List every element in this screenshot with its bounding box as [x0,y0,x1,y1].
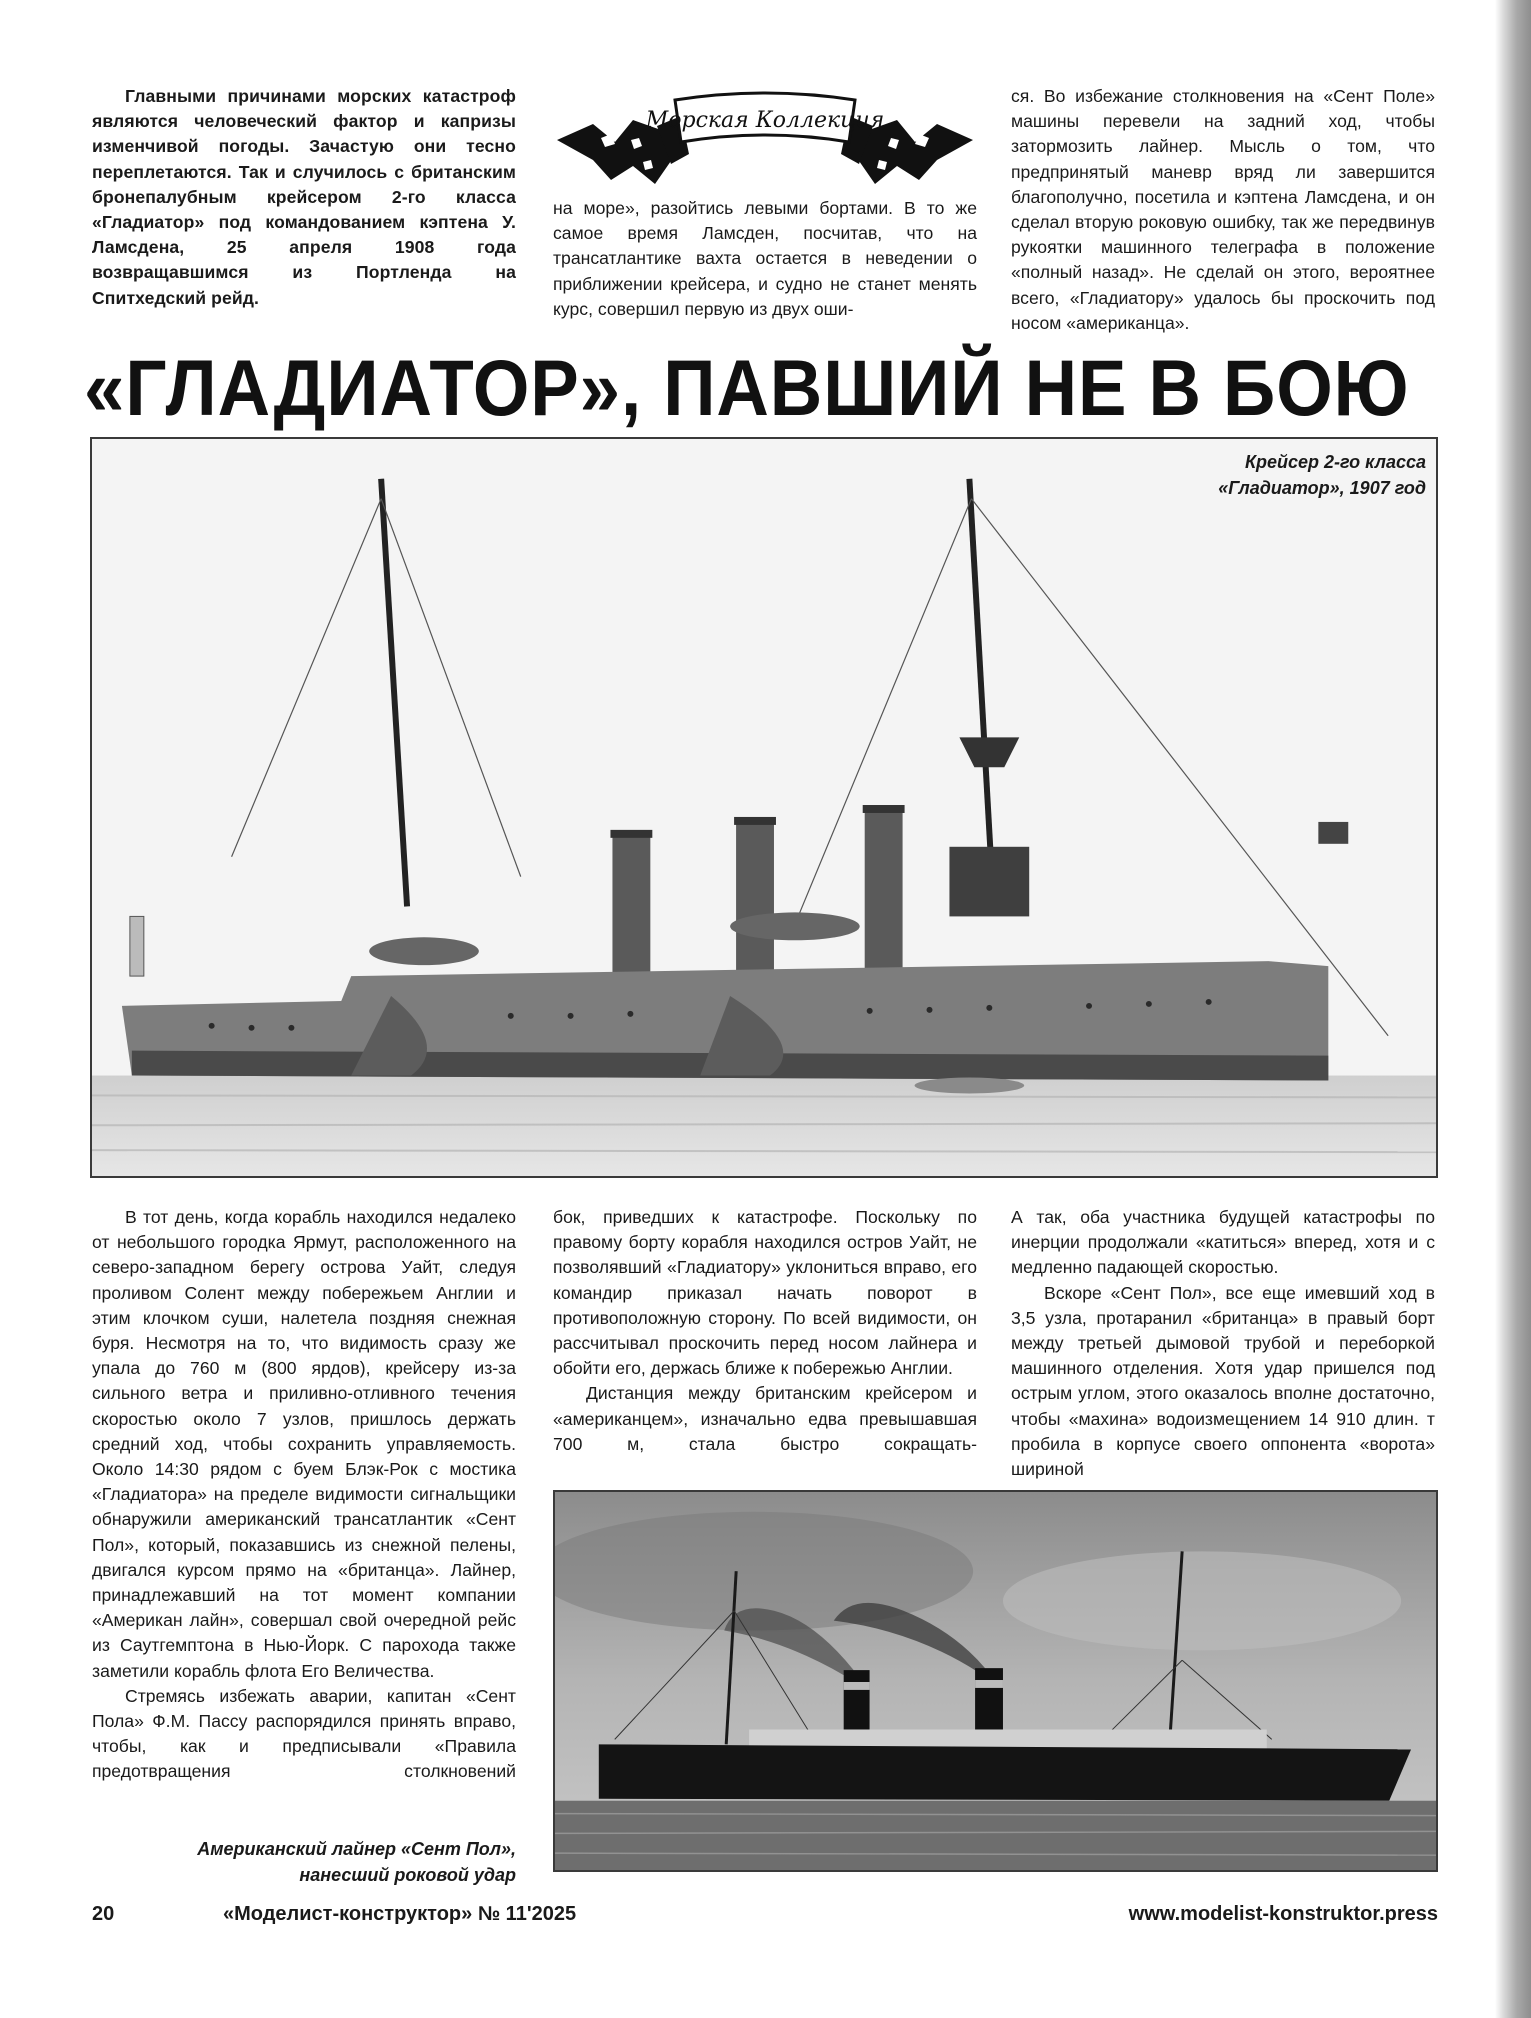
liner-photo [553,1490,1438,1872]
paragraph: Стремясь избежать аварии, капитан «Сент Пола» Ф.М. Пассу распорядился принять вправо, чтобы, как и предписывали «Правила предотвращения столкновений [92,1685,516,1782]
liner-caption-line-1: Американский лайнер «Сент Пол», [197,1839,516,1859]
magazine-issue: «Моделист-конструктор» № 11'2025 [223,1903,577,1925]
bottom-middle-column [553,1205,977,1457]
paragraph: В тот день, когда корабль находился недалеко от небольшого городка Ярмут, расположенного на северо-западном берегу острова Уайт, следуя проливом Солент между побережьем Англии и этим клочком суши, налетела поздняя снежная буря. Несмотря на то, что видимость сразу же упала до 760 м (800 ярдов), крейсеру из-за сильного ветра и приливно-отливного течения скоростью около 7 узлов, пришлось держать средний ход, чтобы сохранить управляемость. Около 14:30 рядом с буем Блэк-Рок с мостика «Гладиатора» на пределе видимости сигнальщики обнаружили американский трансатлантик «Сент Пол», который, показавшись из снежной пелены, двигался курсом прямо на «британца». Лайнер, принадлежавший на тот момент компании «Американ лайн», совершал свой очередной рейс из Саутгемптона в Нью-Йорк. С парохода также заметили корабль флота Его Величества. [92,1207,516,1681]
top-right-text: ся. Во избежание столкновения на «Сент Поле» машины перевели на задний ход, чтобы затормозить лайнер. Мысль о том, что предпринятый маневр вряд ли завершится благополучно, посетила и кэптена Ламсдена, и он сделал вторую роковую ошибку, так же передвинув рукоятки машинного телеграфа в положение «полный назад». Не сделай он этого, вероятнее всего, «Гладиатору» удалось бы проскочить под носом «американца». [1011,86,1435,333]
series-logo-banner [553,80,977,190]
bottom-right-column [1011,1205,1435,1482]
cruiser-caption-line-2: «Гладиатор», 1907 год [1218,478,1426,498]
paragraph: А так, оба участника будущей катастрофы по инерции продолжали «катиться» вперед, хотя и с медленно падающей скоростью. [1011,1207,1435,1278]
paragraph: Вскоре «Сент Пол», все еще имевший ход в 3,5 узла, протаранил «британца» в правый борт между третьей дымовой трубой и переборкой машинного отделения. Хотя удар пришелся под острым углом, этого оказалось вполне достаточно, чтобы «махина» водоизмещением 14 910 длин. т пробила в корпусе своего оппонента «ворота» шириной [1011,1282,1435,1480]
liner-caption-line-2: нанесший роковой удар [299,1865,516,1885]
paragraph: Дистанция между британским крейсером и «американцем», изначально едва превышавшая 700 м, стала быстро сокращать- [553,1383,977,1454]
top-middle-column [553,196,977,322]
lead-paragraph [92,84,516,311]
top-right-column [1011,84,1435,336]
cruiser-caption-line-1: Крейсер 2-го класса [1244,452,1426,472]
paragraph: бок, приведших к катастрофе. Поскольку по правому борту корабля находился остров Уайт, не позволявший «Гладиатору» уклониться вправо, его командир приказал начать поворот в противоположную сторону. По всей видимости, он рассчитывал проскочить перед носом лайнера и обойти его, держась ближе к побережью Англии. [553,1207,977,1379]
ribbon-banner-icon [553,80,977,190]
cruiser-image [92,439,1436,1176]
article-title: «ГЛАДИАТОР», ПАВШИЙ НЕ В БОЮ [84,343,1410,432]
bottom-left-column [92,1205,516,1785]
liner-image [555,1492,1436,1870]
svg-text:Морская Коллекция: Морская Коллекция [645,108,885,133]
liner-photo-caption [92,1836,516,1888]
lead-text: Главными причинами морских катастроф являются человеческий фактор и капризы изменчивой погоды. Зачастую они тесно переплетаются. Так и случилось с британским бронепалубным крейсером 2-го класса «Гладиатор» под командованием кэптена У. Ламсдена, 25 апреля 1908 года возвращавшимся из Портленда на Спитхедский рейд. [92,86,516,308]
magazine-website-link[interactable]: www.modelist-konstruktor.press [1128,1903,1438,1925]
cruiser-photo [90,437,1438,1178]
page-number: 20 [92,1903,115,1925]
cruiser-photo-caption [1218,449,1426,501]
page-edge-shadow [1495,0,1531,2018]
top-middle-text: на море», разойтись левыми бортами. В то же самое время Ламсден, посчитав, что на трансатлантике вахта остается в неведении о приближении крейсера, и судно не станет менять курс, совершил первую из двух оши- [553,198,977,319]
